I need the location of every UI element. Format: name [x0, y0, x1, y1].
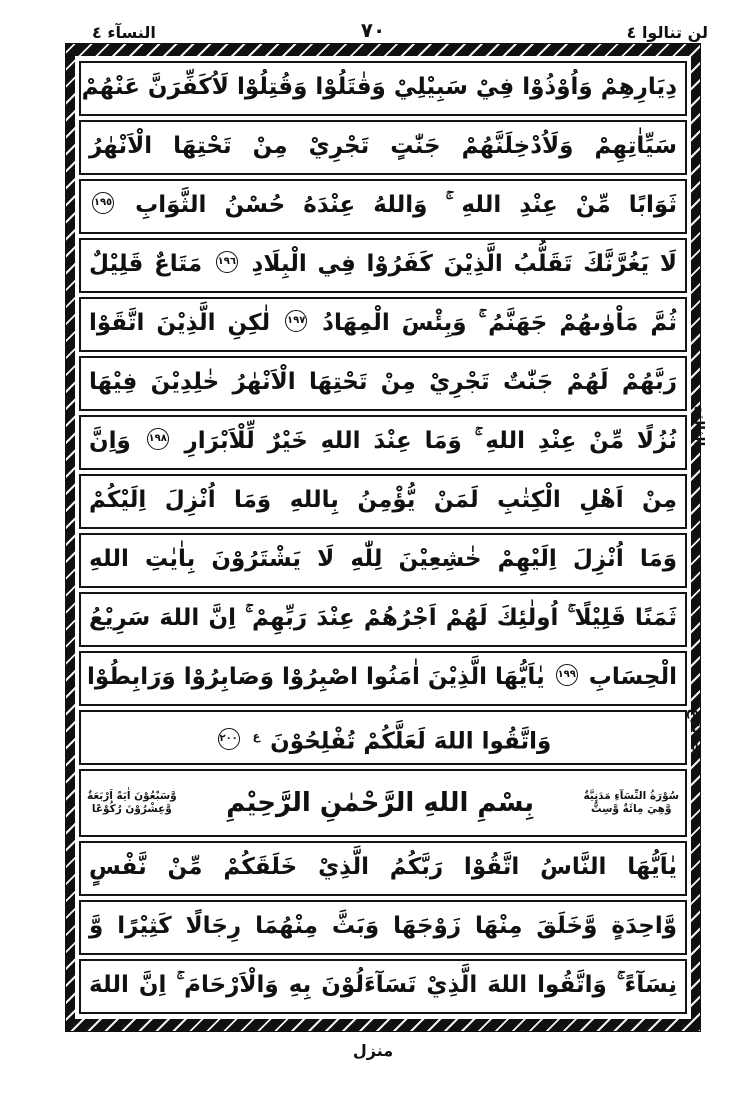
ayah-number-marker: ١٩٥ [92, 192, 114, 214]
page-number: ٧٠ [360, 18, 386, 42]
ayah-text: مَتَاعٌ قَلِيْلٌ [89, 251, 203, 277]
ayah-number-marker: ١٩٦ [216, 251, 238, 273]
ayah-text: مِنْ اَهْلِ الْكِتٰبِ لَمَنْ يُّؤْمِنُ بِاللهِ وَمَا اُنْزِلَ اِلَيْكُمْ [89, 487, 677, 513]
ayah-text: دِيَارِهِمْ وَاُوْذُوْا فِيْ سَبِيْلِيْ وَقٰتَلُوْا وَقُتِلُوْا لَاُكَفِّرَنَّ عَنْهُمْ [81, 74, 677, 100]
surah-label: النسآء ٤ [92, 23, 156, 42]
ayah-text: يٰاَيُّهَا النَّاسُ اتَّقُوْا رَبَّكُمُ الَّذِيْ خَلَقَكُمْ مِّنْ نَّفْسٍ [89, 854, 677, 880]
running-head [0, 12, 746, 42]
catchword: منزل [352, 1041, 394, 1060]
bismillah-text: بِسْمِ اللهِ الرَّحْمٰنِ الرَّحِيْمِ [226, 788, 535, 818]
ayah-text: لَا يَغُرَّنَّكَ تَقَلُّبُ الَّذِيْنَ كَفَرُوْا فِي الْبِلَادِ [251, 251, 677, 277]
ayah-text: وَاِنَّ [89, 428, 131, 454]
margin-ruku-marker: = ٢٠ع [686, 708, 703, 752]
quran-line-1 [79, 61, 687, 116]
quran-line-15 [79, 900, 687, 955]
ayah-text: يٰاَيُّهَا الَّذِيْنَ اٰمَنُوا اصْبِرُوْا وَصَابِرُوْا وَرَابِطُوْا [86, 664, 545, 690]
ayah-number-marker: ١٩٨ [147, 428, 169, 450]
ayah-text: وَاتَّقُوا اللهَ لَعَلَّكُمْ تُفْلِحُوْنَ [270, 728, 552, 755]
ayah-number-marker: ١٩٩ [556, 664, 578, 686]
quran-line-11 [79, 651, 687, 706]
quran-line-4 [79, 238, 687, 293]
ayah-text: نِسَآءً ۚ وَاتَّقُوا اللهَ الَّذِيْ تَسَآءَلُوْنَ بِهِ وَالْاَرْحَامَ ۚ اِنَّ اللهَ [89, 972, 677, 998]
ayah-text: وَّاحِدَةٍ وَّخَلَقَ مِنْهَا زَوْجَهَا وَبَثَّ مِنْهُمَا رِجَالًا كَثِيْرًا وَّ [89, 913, 677, 939]
ayah-text: ثَمَنًا قَلِيْلًا ۚ اُولٰئِكَ لَهُمْ اَجْرُهُمْ عِنْدَ رَبِّهِمْ ۚ اِنَّ اللهَ سَرِيْعُ [89, 605, 677, 631]
ayah-text: نُزُلًا مِّنْ عِنْدِ اللهِ ۚ وَمَا عِنْدَ اللهِ خَيْرٌ لِّلْاَبْرَارِ [184, 428, 678, 454]
quran-line-2 [79, 120, 687, 175]
ayah-text: رَبَّهُمْ لَهُمْ جَنّٰتٌ تَجْرِيْ مِنْ تَحْتِهَا الْاَنْهٰرُ خٰلِدِيْنَ فِيْهَا [89, 369, 677, 395]
quran-line-5 [79, 297, 687, 352]
quran-line-7 [79, 415, 687, 470]
surah-header-band [79, 769, 687, 837]
decorative-border-frame [66, 44, 703, 1031]
ruku-sign: ع [252, 730, 261, 743]
ayah-text: ثَوَابًا مِّنْ عِنْدِ اللهِ ۚ وَاللهُ عِنْدَهُ حُسْنُ الثَّوَابِ [135, 192, 677, 218]
quran-line-8 [79, 474, 687, 529]
text-frame [75, 56, 691, 1019]
surah-title-text: سُوْرَةُ النِّسَآءِ مَدَنِيَّةٌ وَّهِيَ مِائَةٌ وَّسِتٌّ [583, 789, 679, 815]
ayah-text: وَمَا اُنْزِلَ اِلَيْهِمْ خٰشِعِيْنَ لِلّٰهِ لَا يَشْتَرُوْنَ بِاٰيٰتِ اللهِ [89, 546, 677, 572]
quran-line-3 [79, 179, 687, 234]
ayah-text: الْحِسَابِ [588, 664, 677, 690]
ayah-number-marker: ١٩٧ [285, 310, 307, 332]
quran-line-9 [79, 533, 687, 588]
quran-line-16 [79, 959, 687, 1014]
quran-line-12 [79, 710, 687, 765]
juz-label: لن تنالوا ٤ [626, 23, 708, 42]
ayah-number-marker: ٢٠٠ [218, 728, 240, 750]
quran-line-14 [79, 841, 687, 896]
surah-ayah-count-text: وَّسَبْعُوْنَ اٰيَةً اَرْبَعَةٌ وَّعِشْرُوْنَ رُكُوْعًا [87, 789, 177, 815]
ayah-text: لٰكِنِ الَّذِيْنَ اتَّقَوْا [89, 310, 271, 336]
margin-quarter-note: الثالثة [689, 405, 706, 447]
quran-line-6 [79, 356, 687, 411]
ayah-text: سَيِّاٰتِهِمْ وَلَاُدْخِلَنَّهُمْ جَنّٰتٍ تَجْرِيْ مِنْ تَحْتِهَا الْاَنْهٰرُ [89, 133, 677, 159]
ayah-text: ثُمَّ مَاْوٰىهُمْ جَهَنَّمُ ۚ وَبِئْسَ الْمِهَادُ [322, 310, 678, 336]
quran-line-10 [79, 592, 687, 647]
